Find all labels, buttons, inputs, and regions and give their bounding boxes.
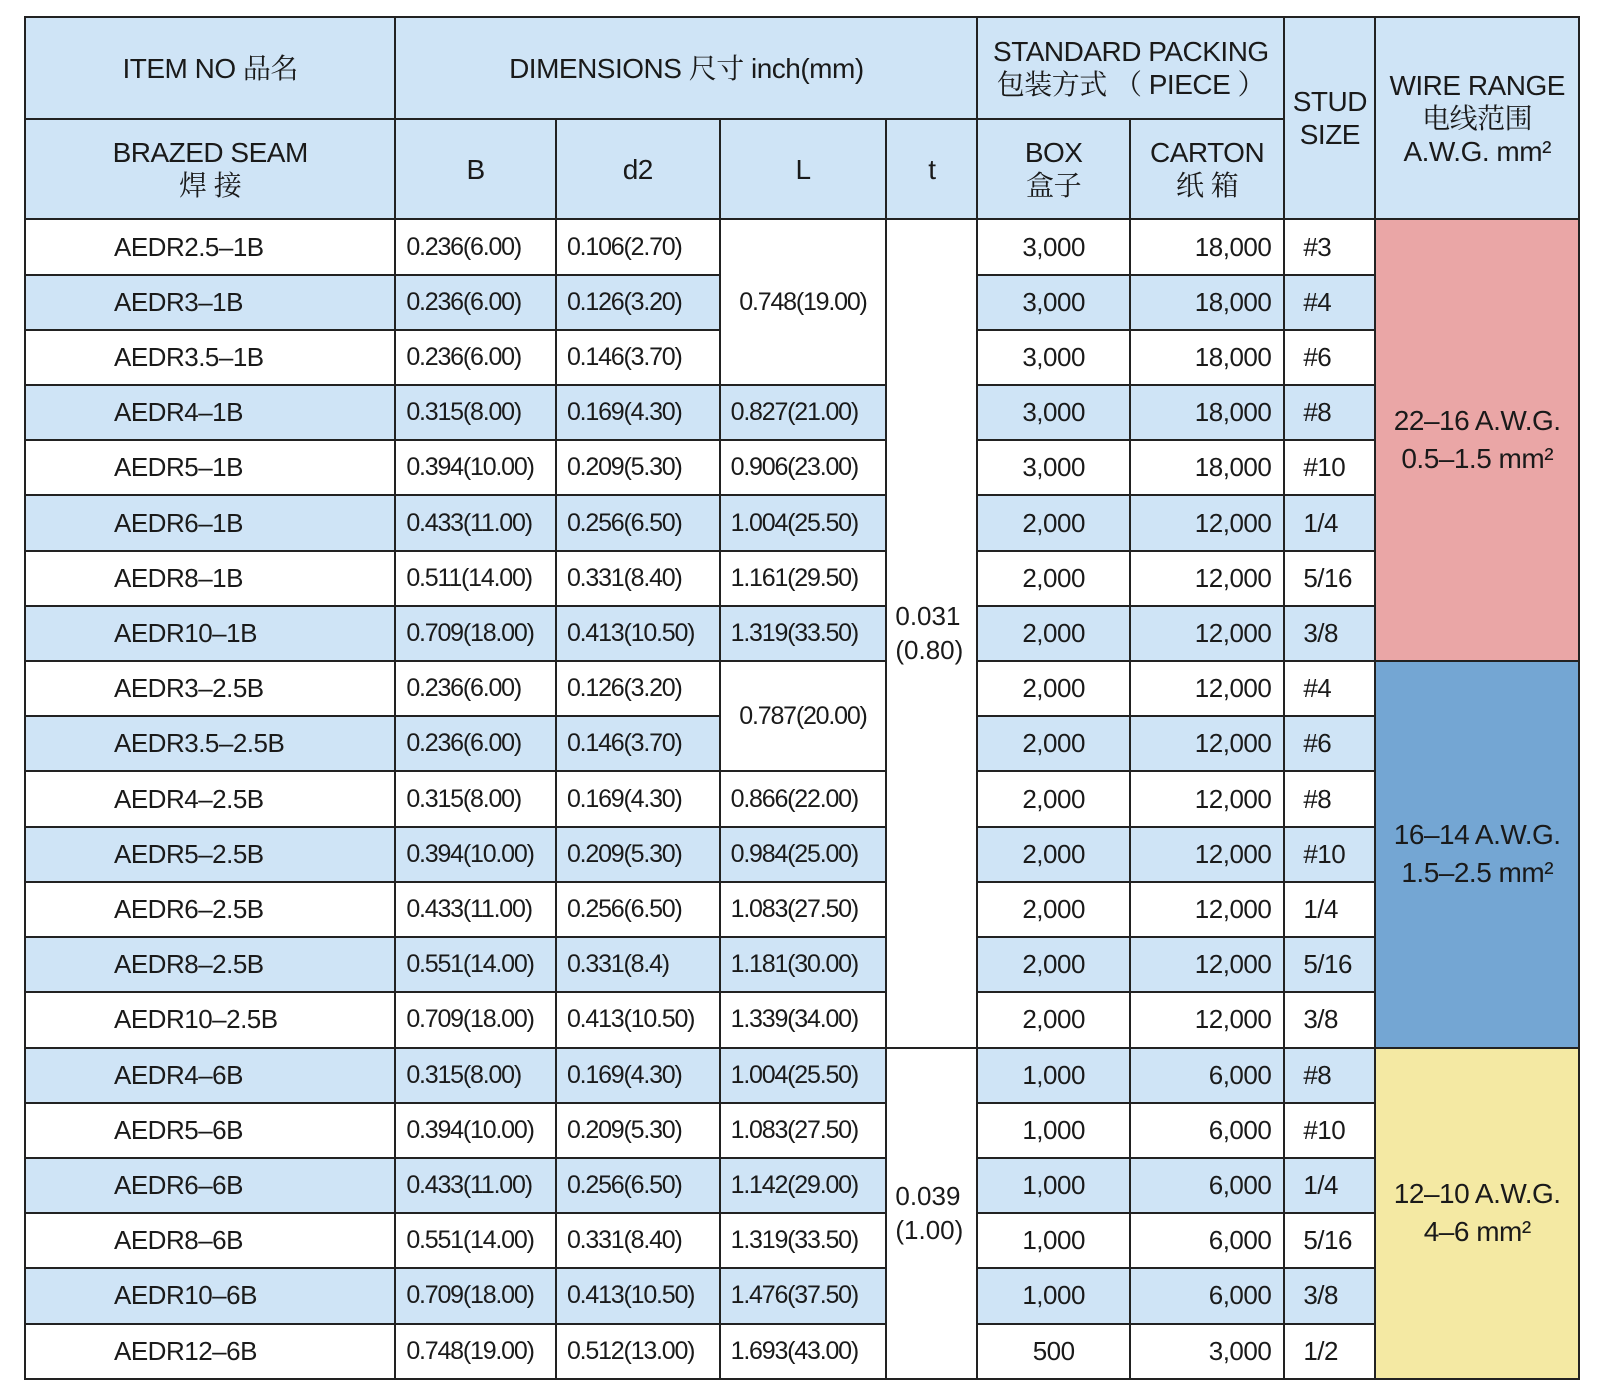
box-cell: 3,000 <box>977 219 1129 274</box>
table-row <box>25 606 1579 661</box>
table-row <box>25 385 1579 440</box>
box-cell: 2,000 <box>977 937 1129 992</box>
t-value-mm: (1.00) <box>895 1215 964 1246</box>
table-row <box>25 1103 1579 1158</box>
stud-cell: #6 <box>1284 716 1375 771</box>
stud-cell: 5/16 <box>1284 551 1375 606</box>
b-cell: 0.551(14.00) <box>395 937 556 992</box>
carton-cell: 6,000 <box>1130 1048 1284 1103</box>
d2-cell: 0.331(8.4) <box>556 937 720 992</box>
box-cell: 3,000 <box>977 330 1129 385</box>
table-row <box>25 661 1579 716</box>
table-row <box>25 495 1579 550</box>
stud-cell: #8 <box>1284 385 1375 440</box>
table-row <box>25 219 1579 274</box>
box-cell: 2,000 <box>977 827 1129 882</box>
l-cell: 1.083(27.50) <box>720 1103 887 1158</box>
item-no-cell: AEDR5–6B <box>25 1103 395 1158</box>
d2-cell: 0.256(6.50) <box>556 882 720 937</box>
d2-cell: 0.209(5.30) <box>556 827 720 882</box>
d2-cell: 0.146(3.70) <box>556 716 720 771</box>
table-row <box>25 440 1579 495</box>
header-box-cn: 盒子 <box>1026 170 1082 202</box>
stud-cell: #4 <box>1284 275 1375 330</box>
stud-cell: 1/2 <box>1284 1324 1375 1379</box>
b-cell: 0.511(14.00) <box>395 551 556 606</box>
header-brazed-seam <box>25 119 395 219</box>
header-wire-range-cn: 电线范围 <box>1422 102 1533 134</box>
header-box-en: BOX <box>1024 137 1083 169</box>
b-cell: 0.394(10.00) <box>395 440 556 495</box>
box-cell: 1,000 <box>977 1048 1129 1103</box>
b-cell: 0.709(18.00) <box>395 606 556 661</box>
l-cell: 1.181(30.00) <box>720 937 887 992</box>
l-cell: 1.004(25.50) <box>720 495 887 550</box>
carton-cell: 6,000 <box>1130 1103 1284 1158</box>
stud-cell: 5/16 <box>1284 937 1375 992</box>
item-no-cell: AEDR4–6B <box>25 1048 395 1103</box>
d2-cell: 0.106(2.70) <box>556 219 720 274</box>
header-col-b: B <box>395 119 556 219</box>
wire-range-group-3 <box>1375 1048 1579 1380</box>
table-row <box>25 771 1579 826</box>
header-standard-packing <box>977 17 1284 119</box>
header-stud-size <box>1284 17 1375 219</box>
d2-cell: 0.413(10.50) <box>556 1268 720 1323</box>
header-col-l: L <box>720 119 887 219</box>
stud-cell: #10 <box>1284 440 1375 495</box>
t-cell-merged <box>886 219 977 1047</box>
carton-cell: 18,000 <box>1130 385 1284 440</box>
box-cell: 2,000 <box>977 992 1129 1047</box>
header-brazed-seam-en: BRAZED SEAM <box>112 137 308 169</box>
carton-cell: 3,000 <box>1130 1324 1284 1379</box>
header-carton-cn: 纸 箱 <box>1175 170 1239 202</box>
box-cell: 3,000 <box>977 275 1129 330</box>
wire-range-mm: 1.5–2.5 mm² <box>1401 857 1554 889</box>
l-cell: 1.339(34.00) <box>720 992 887 1047</box>
b-cell: 0.236(6.00) <box>395 661 556 716</box>
header-standard-packing-cn: 包装方式 （ PIECE ） <box>996 69 1266 101</box>
header-wire-range-units: A.W.G. mm² <box>1403 135 1551 167</box>
carton-cell: 12,000 <box>1130 606 1284 661</box>
stud-cell: #6 <box>1284 330 1375 385</box>
carton-cell: 12,000 <box>1130 992 1284 1047</box>
wire-range-awg: 16–14 A.W.G. <box>1393 819 1561 851</box>
header-carton-en: CARTON <box>1149 137 1265 169</box>
d2-cell: 0.169(4.30) <box>556 1048 720 1103</box>
box-cell: 2,000 <box>977 771 1129 826</box>
t-value: 0.039 <box>895 1181 961 1212</box>
carton-cell: 6,000 <box>1130 1268 1284 1323</box>
box-cell: 1,000 <box>977 1268 1129 1323</box>
l-cell-merged: 0.748(19.00) <box>720 219 887 385</box>
table-row <box>25 937 1579 992</box>
table-row <box>25 1158 1579 1213</box>
d2-cell: 0.169(4.30) <box>556 771 720 826</box>
wire-range-mm: 4–6 mm² <box>1423 1216 1531 1248</box>
item-no-cell: AEDR6–1B <box>25 495 395 550</box>
l-cell: 0.866(22.00) <box>720 771 887 826</box>
box-cell: 500 <box>977 1324 1129 1379</box>
wire-range-group-1 <box>1375 219 1579 661</box>
b-cell: 0.315(8.00) <box>395 1048 556 1103</box>
header-wire-range <box>1375 17 1579 219</box>
header-col-box <box>977 119 1129 219</box>
carton-cell: 12,000 <box>1130 716 1284 771</box>
item-no-cell: AEDR3.5–1B <box>25 330 395 385</box>
b-cell: 0.315(8.00) <box>395 771 556 826</box>
header-brazed-seam-cn: 焊 接 <box>179 170 242 202</box>
item-no-cell: AEDR8–6B <box>25 1213 395 1268</box>
spec-table <box>24 16 1580 1380</box>
l-cell: 1.142(29.00) <box>720 1158 887 1213</box>
item-no-cell: AEDR12–6B <box>25 1324 395 1379</box>
stud-cell: 1/4 <box>1284 495 1375 550</box>
l-cell-merged: 0.787(20.00) <box>720 661 887 771</box>
box-cell: 2,000 <box>977 716 1129 771</box>
b-cell: 0.748(19.00) <box>395 1324 556 1379</box>
table-row <box>25 992 1579 1047</box>
l-cell: 0.906(23.00) <box>720 440 887 495</box>
d2-cell: 0.413(10.50) <box>556 992 720 1047</box>
carton-cell: 12,000 <box>1130 827 1284 882</box>
l-cell: 1.083(27.50) <box>720 882 887 937</box>
l-cell: 0.827(21.00) <box>720 385 887 440</box>
stud-cell: #8 <box>1284 771 1375 826</box>
stud-cell: 3/8 <box>1284 606 1375 661</box>
item-no-cell: AEDR6–6B <box>25 1158 395 1213</box>
table-row <box>25 882 1579 937</box>
carton-cell: 18,000 <box>1130 275 1284 330</box>
item-no-cell: AEDR5–2.5B <box>25 827 395 882</box>
b-cell: 0.551(14.00) <box>395 1213 556 1268</box>
d2-cell: 0.331(8.40) <box>556 1213 720 1268</box>
b-cell: 0.236(6.00) <box>395 716 556 771</box>
stud-cell: #4 <box>1284 661 1375 716</box>
item-no-cell: AEDR2.5–1B <box>25 219 395 274</box>
header-wire-range-en: WIRE RANGE <box>1389 69 1565 101</box>
b-cell: 0.394(10.00) <box>395 1103 556 1158</box>
table-row <box>25 1213 1579 1268</box>
table-row <box>25 827 1579 882</box>
item-no-cell: AEDR3.5–2.5B <box>25 716 395 771</box>
d2-cell: 0.331(8.40) <box>556 551 720 606</box>
box-cell: 3,000 <box>977 440 1129 495</box>
wire-range-awg: 12–10 A.W.G. <box>1393 1178 1561 1210</box>
item-no-cell: AEDR4–2.5B <box>25 771 395 826</box>
t-value: 0.031 <box>895 601 961 632</box>
l-cell: 1.319(33.50) <box>720 606 887 661</box>
carton-cell: 6,000 <box>1130 1213 1284 1268</box>
box-cell: 3,000 <box>977 385 1129 440</box>
l-cell: 1.319(33.50) <box>720 1213 887 1268</box>
carton-cell: 12,000 <box>1130 495 1284 550</box>
table-row <box>25 551 1579 606</box>
b-cell: 0.709(18.00) <box>395 1268 556 1323</box>
item-no-cell: AEDR8–2.5B <box>25 937 395 992</box>
l-cell: 1.161(29.50) <box>720 551 887 606</box>
header-dimensions: DIMENSIONS 尺寸 inch(mm) <box>395 17 977 119</box>
header-stud-line2: SIZE <box>1299 119 1360 151</box>
box-cell: 1,000 <box>977 1103 1129 1158</box>
box-cell: 2,000 <box>977 882 1129 937</box>
t-value-mm: (0.80) <box>895 635 964 666</box>
stud-cell: #8 <box>1284 1048 1375 1103</box>
stud-cell: 5/16 <box>1284 1213 1375 1268</box>
item-no-cell: AEDR5–1B <box>25 440 395 495</box>
carton-cell: 18,000 <box>1130 330 1284 385</box>
stud-cell: 3/8 <box>1284 992 1375 1047</box>
carton-cell: 12,000 <box>1130 937 1284 992</box>
header-col-t: t <box>886 119 977 219</box>
item-no-cell: AEDR3–2.5B <box>25 661 395 716</box>
carton-cell: 18,000 <box>1130 440 1284 495</box>
table-row <box>25 1048 1579 1103</box>
stud-cell: 3/8 <box>1284 1268 1375 1323</box>
b-cell: 0.394(10.00) <box>395 827 556 882</box>
d2-cell: 0.209(5.30) <box>556 440 720 495</box>
b-cell: 0.236(6.00) <box>395 330 556 385</box>
item-no-cell: AEDR10–6B <box>25 1268 395 1323</box>
l-cell: 1.693(43.00) <box>720 1324 887 1379</box>
b-cell: 0.315(8.00) <box>395 385 556 440</box>
stud-cell: 1/4 <box>1284 882 1375 937</box>
d2-cell: 0.169(4.30) <box>556 385 720 440</box>
carton-cell: 12,000 <box>1130 882 1284 937</box>
header-col-carton <box>1130 119 1284 219</box>
box-cell: 1,000 <box>977 1213 1129 1268</box>
header-stud-line1: STUD <box>1292 86 1367 118</box>
box-cell: 2,000 <box>977 661 1129 716</box>
d2-cell: 0.126(3.20) <box>556 275 720 330</box>
b-cell: 0.433(11.00) <box>395 1158 556 1213</box>
d2-cell: 0.209(5.30) <box>556 1103 720 1158</box>
stud-cell: 1/4 <box>1284 1158 1375 1213</box>
d2-cell: 0.413(10.50) <box>556 606 720 661</box>
item-no-cell: AEDR10–2.5B <box>25 992 395 1047</box>
l-cell: 1.476(37.50) <box>720 1268 887 1323</box>
carton-cell: 12,000 <box>1130 771 1284 826</box>
header-standard-packing-en: STANDARD PACKING <box>993 36 1269 68</box>
box-cell: 2,000 <box>977 551 1129 606</box>
b-cell: 0.236(6.00) <box>395 275 556 330</box>
d2-cell: 0.256(6.50) <box>556 1158 720 1213</box>
item-no-cell: AEDR6–2.5B <box>25 882 395 937</box>
stud-cell: #3 <box>1284 219 1375 274</box>
box-cell: 2,000 <box>977 606 1129 661</box>
b-cell: 0.433(11.00) <box>395 495 556 550</box>
carton-cell: 12,000 <box>1130 551 1284 606</box>
d2-cell: 0.146(3.70) <box>556 330 720 385</box>
table-row <box>25 1268 1579 1323</box>
stud-cell: #10 <box>1284 827 1375 882</box>
d2-cell: 0.126(3.20) <box>556 661 720 716</box>
item-no-cell: AEDR3–1B <box>25 275 395 330</box>
item-no-cell: AEDR8–1B <box>25 551 395 606</box>
item-no-cell: AEDR10–1B <box>25 606 395 661</box>
carton-cell: 6,000 <box>1130 1158 1284 1213</box>
header-item-no: ITEM NO 品名 <box>25 17 395 119</box>
t-cell-merged <box>886 1048 977 1380</box>
item-no-cell: AEDR4–1B <box>25 385 395 440</box>
table-row <box>25 1324 1579 1379</box>
carton-cell: 18,000 <box>1130 219 1284 274</box>
stud-cell: #10 <box>1284 1103 1375 1158</box>
header-col-d2: d2 <box>556 119 720 219</box>
box-cell: 1,000 <box>977 1158 1129 1213</box>
wire-range-mm: 0.5–1.5 mm² <box>1401 443 1554 475</box>
box-cell: 2,000 <box>977 495 1129 550</box>
carton-cell: 12,000 <box>1130 661 1284 716</box>
b-cell: 0.433(11.00) <box>395 882 556 937</box>
d2-cell: 0.256(6.50) <box>556 495 720 550</box>
wire-range-group-2 <box>1375 661 1579 1047</box>
l-cell: 1.004(25.50) <box>720 1048 887 1103</box>
wire-range-awg: 22–16 A.W.G. <box>1393 405 1561 437</box>
b-cell: 0.709(18.00) <box>395 992 556 1047</box>
l-cell: 0.984(25.00) <box>720 827 887 882</box>
b-cell: 0.236(6.00) <box>395 219 556 274</box>
d2-cell: 0.512(13.00) <box>556 1324 720 1379</box>
